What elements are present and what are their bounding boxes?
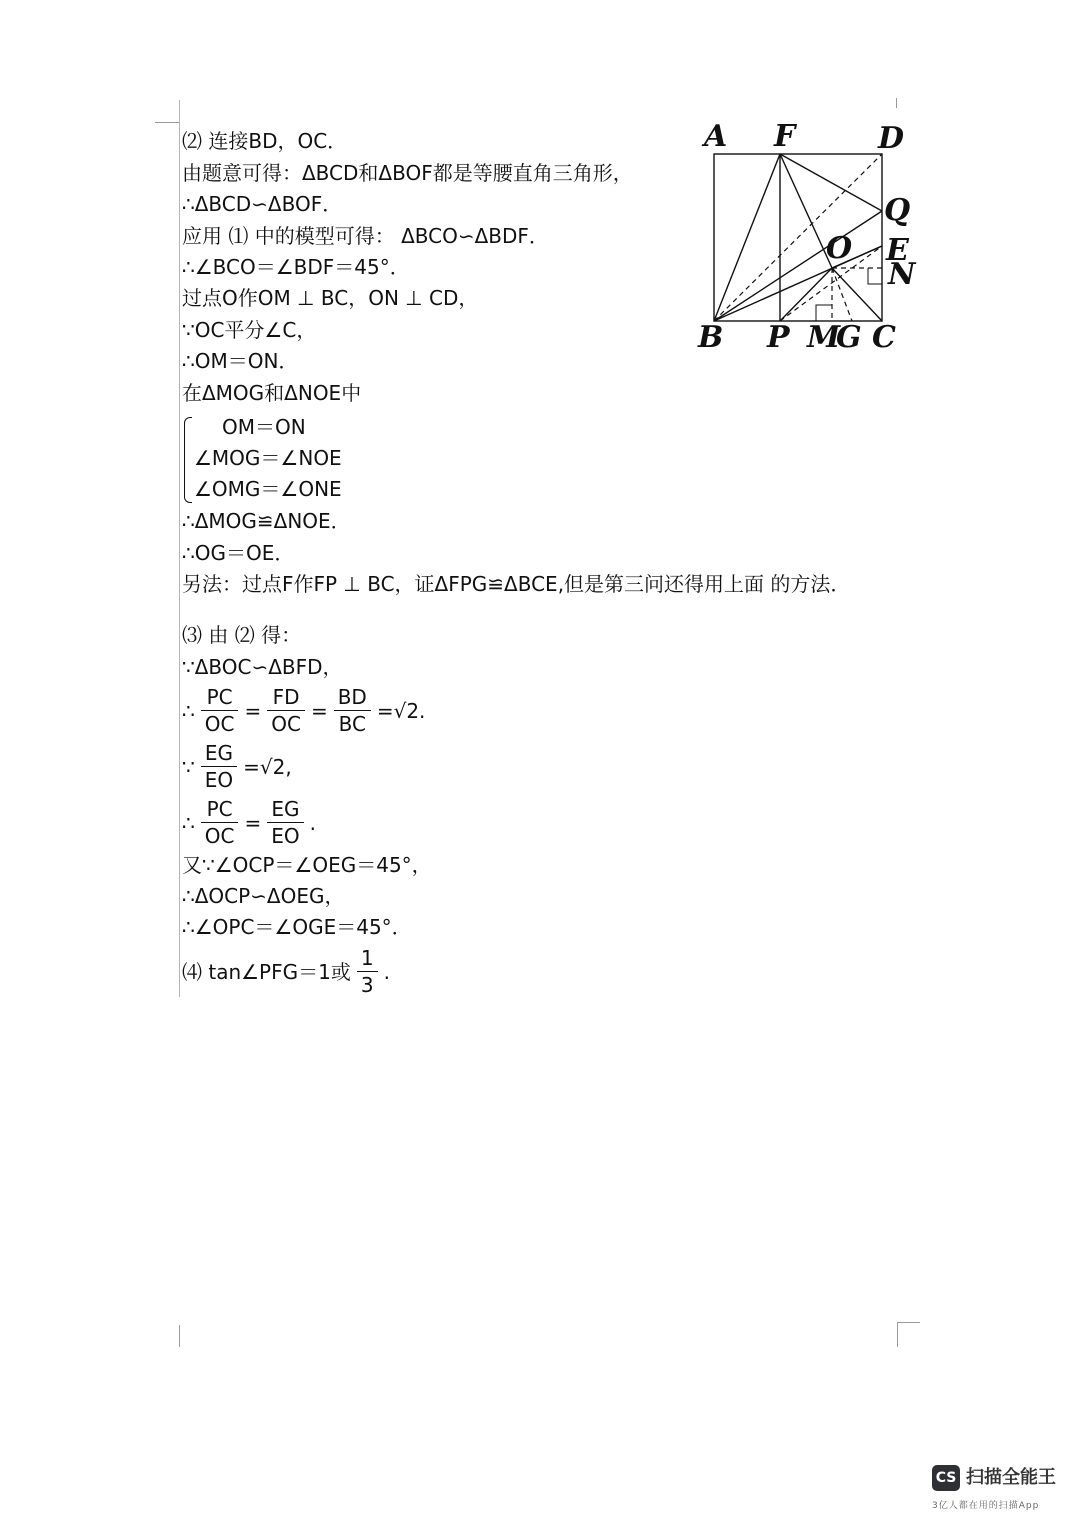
- part2-line-4: 应用 ⑴ 中的模型可得： ΔBCO∽ΔBDF．: [182, 224, 549, 248]
- part3-line-1: ∵ΔBOC∽ΔBFD，: [182, 655, 343, 679]
- segment-fq: [780, 154, 882, 211]
- geometry-figure: [690, 110, 920, 360]
- part3-line-3: ∴ΔOCP∽ΔOEG，: [182, 884, 345, 908]
- label-n: N: [888, 257, 916, 292]
- part2-after-3: 另法：过点F作FP ⊥ BC，证ΔFPG≌ΔBCE,但是第三问还得用上面 的方法．: [182, 572, 851, 596]
- system-line-1: OM＝ON: [222, 415, 306, 439]
- fraction-eg-eo: $\frac{EG}{EO}$: [201, 740, 237, 793]
- margin-line: [179, 100, 180, 997]
- part3-eq-1: ∴ $\frac{PC}{OC}$ = $\frac{FD}{OC}$ = $\frac{BD}{BC}$ =√2.: [182, 685, 426, 736]
- system-line-2: ∠MOG＝∠NOE: [194, 446, 342, 470]
- segment-bq: [714, 211, 882, 321]
- system-line-3: ∠OMG＝∠ONE: [194, 477, 342, 501]
- fraction-fd-oc: $\frac{FD}{OC}$: [267, 684, 305, 737]
- label-b: B: [698, 320, 724, 355]
- crop-mark-top-left: [155, 100, 180, 123]
- segment-po: [780, 268, 832, 321]
- label-d: D: [878, 121, 905, 156]
- because-symbol: ∵: [182, 754, 195, 779]
- segment-oc: [832, 268, 882, 321]
- label-o: O: [826, 231, 853, 266]
- part2-after-1: ∴ΔMOG≌ΔNOE．: [182, 509, 351, 533]
- watermark-subtitle: 3亿人都在用的扫描App: [932, 1501, 1040, 1511]
- part2-line-5: ∴∠BCO＝∠BDF＝45°．: [182, 255, 410, 279]
- part2-after-2: ∴OG＝OE．: [182, 541, 295, 565]
- part3-title: ⑶ 由 ⑵ 得：: [182, 623, 302, 647]
- right-angle-mark-n: [868, 268, 882, 284]
- watermark-name: 扫描全能王: [966, 1467, 1056, 1488]
- label-f: F: [774, 119, 796, 154]
- crop-mark-top-right: [896, 98, 898, 108]
- label-q: Q: [884, 193, 911, 228]
- diagonal-bd: [714, 154, 882, 321]
- crop-mark-bottom-left: [179, 1325, 181, 1347]
- part2-line-7: ∵OC平分∠C，: [182, 318, 317, 342]
- eq1-result: =√2.: [376, 698, 426, 723]
- fraction-one-third: $\frac{1}{3}$: [357, 945, 378, 998]
- camscanner-logo-icon: CS: [932, 1465, 960, 1491]
- fraction-bd-bc: $\frac{BD}{BC}$: [334, 684, 371, 737]
- part3-eq-2: [182, 740, 296, 793]
- part2-line-1: ⑵ 连接BD，OC．: [182, 129, 348, 153]
- part4-answer: ⑷ tan∠PFG＝1或 $\frac{1}{3}$ .: [182, 946, 390, 997]
- system-brace: [184, 417, 192, 503]
- part2-line-9: 在ΔMOG和ΔNOE中: [182, 381, 362, 405]
- fraction-pc-oc: $\frac{PC}{OC}$: [201, 684, 239, 737]
- part3-line-2: 又∵∠OCP＝∠OEG＝45°，: [182, 853, 432, 877]
- part2-line-6: 过点O作OM ⊥ BC，ON ⊥ CD，: [182, 286, 479, 310]
- eq2-result: =√2,: [243, 754, 292, 779]
- therefore-symbol: ∴: [182, 810, 195, 835]
- label-m: M: [807, 320, 841, 355]
- part2-line-3: ∴ΔBCD∽ΔBOF．: [182, 192, 343, 216]
- label-e: E: [886, 233, 909, 268]
- right-angle-mark-m: [816, 305, 832, 321]
- crop-mark-bottom-right: [897, 1322, 920, 1347]
- label-c: C: [872, 320, 896, 355]
- fraction-pc-oc: $\frac{PC}{OC}$: [201, 796, 239, 849]
- part3-line-4: ∴∠OPC＝∠OGE＝45°．: [182, 915, 412, 939]
- part2-line-2: 由题意可得：ΔBCD和ΔBOF都是等腰直角三角形，: [182, 161, 633, 185]
- part2-line-8: ∴OM＝ON．: [182, 349, 299, 373]
- label-a: A: [704, 119, 728, 154]
- part3-eq-3: ∴ $\frac{PC}{OC}$ = $\frac{EG}{EO}$ .: [182, 797, 316, 848]
- label-g: G: [836, 320, 862, 355]
- fraction-eg-eo: $\frac{EG}{EO}$: [267, 796, 303, 849]
- therefore-symbol: ∴: [182, 698, 195, 723]
- label-p: P: [767, 320, 790, 355]
